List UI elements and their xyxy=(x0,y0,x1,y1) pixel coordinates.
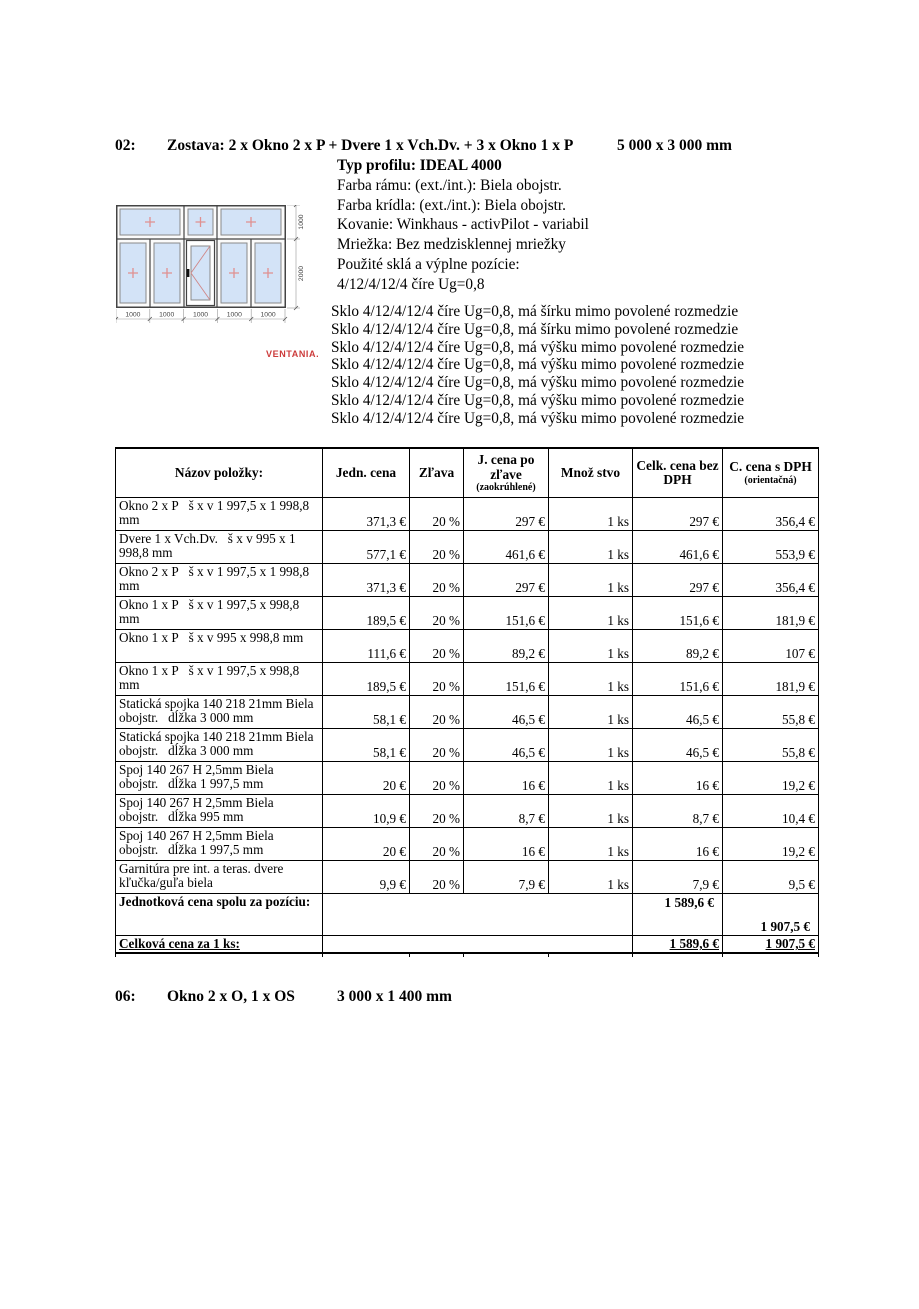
table-row xyxy=(116,696,819,729)
width-dim-label: 1000 xyxy=(159,311,175,319)
position-header xyxy=(115,137,855,157)
item-name: Okno 1 x P š x v 1 997,5 x 998,8 mm xyxy=(116,663,323,696)
item-name: Okno 2 x P š x v 1 997,5 x 1 998,8 mm xyxy=(116,498,323,531)
stub-cell xyxy=(116,953,323,957)
next-position-number: 06: xyxy=(115,988,136,1005)
item-total-gross: 55,8 € xyxy=(723,696,819,729)
position-number: 02: xyxy=(115,137,136,154)
item-total-gross: 10,4 € xyxy=(723,795,819,828)
glass-warning-line: Sklo 4/12/4/12/4 číre Ug=0,8, má výšku mimo povolené rozmedzie xyxy=(331,374,745,392)
next-position-dimensions: 3 000 x 1 400 mm xyxy=(337,988,452,1005)
item-total-net: 7,9 € xyxy=(633,861,723,894)
item-name: Garnitúra pre int. a teras. dvere kľučka/guľa biela xyxy=(116,861,323,894)
height-dimension-line xyxy=(287,205,305,310)
item-total-net: 461,6 € xyxy=(633,531,723,564)
item-unit-price: 58,1 € xyxy=(323,696,410,729)
item-discount: 20 % xyxy=(410,564,464,597)
width-dim-label: 1000 xyxy=(226,311,242,319)
col-header-qty: Množ stvo xyxy=(549,448,633,498)
item-total-gross: 553,9 € xyxy=(723,531,819,564)
item-price-after-discount: 7,9 € xyxy=(464,861,549,894)
item-unit-price: 20 € xyxy=(323,762,410,795)
total-price-gross: 1 907,5 € xyxy=(723,936,819,954)
item-unit-price: 189,5 € xyxy=(323,663,410,696)
glass-warnings xyxy=(331,303,744,428)
next-row-stub xyxy=(116,953,819,957)
item-quantity: 1 ks xyxy=(549,531,633,564)
table-row xyxy=(116,564,819,597)
empty-cell xyxy=(323,936,633,954)
table-row xyxy=(116,663,819,696)
item-total-gross: 19,2 € xyxy=(723,762,819,795)
table-row xyxy=(116,597,819,630)
item-unit-price: 371,3 € xyxy=(323,498,410,531)
table-row xyxy=(116,531,819,564)
item-name: Okno 1 x P š x v 995 x 998,8 mm xyxy=(116,630,323,663)
stub-cell xyxy=(549,953,633,957)
item-total-net: 297 € xyxy=(633,498,723,531)
item-total-net: 89,2 € xyxy=(633,630,723,663)
item-total-net: 16 € xyxy=(633,762,723,795)
item-name: Spoj 140 267 H 2,5mm Biela obojstr. dĺžka 995 mm xyxy=(116,795,323,828)
door-handle-icon xyxy=(187,269,190,277)
item-discount: 20 % xyxy=(410,696,464,729)
door-sash xyxy=(187,241,215,306)
next-position-header xyxy=(115,988,715,1008)
col-header-price-after xyxy=(464,448,549,498)
item-total-net: 46,5 € xyxy=(633,729,723,762)
item-discount: 20 % xyxy=(410,663,464,696)
height-dim-label: 2000 xyxy=(298,265,305,282)
item-discount: 20 % xyxy=(410,630,464,663)
window-drawing-svg xyxy=(116,205,316,337)
width-dim-label: 1000 xyxy=(125,311,141,319)
item-price-after-discount: 89,2 € xyxy=(464,630,549,663)
item-total-gross: 181,9 € xyxy=(723,663,819,696)
item-discount: 20 % xyxy=(410,531,464,564)
item-quantity: 1 ks xyxy=(549,696,633,729)
item-total-net: 46,5 € xyxy=(633,696,723,729)
detail-line: Farba krídla: (ext./int.): Biela obojstr. xyxy=(337,196,566,214)
item-quantity: 1 ks xyxy=(549,498,633,531)
col-header-total-gross xyxy=(723,448,819,498)
table-row xyxy=(116,795,819,828)
total-price-net: 1 589,6 € xyxy=(633,936,723,954)
stub-cell xyxy=(633,953,723,957)
col-header-unit-price: Jedn. cena xyxy=(323,448,410,498)
stub-cell xyxy=(464,953,549,957)
price-table-header-row xyxy=(116,448,819,498)
item-price-after-discount: 46,5 € xyxy=(464,729,549,762)
item-quantity: 1 ks xyxy=(549,597,633,630)
glass-warning-line: Sklo 4/12/4/12/4 číre Ug=0,8, má výšku mimo povolené rozmedzie xyxy=(331,409,745,427)
item-price-after-discount: 8,7 € xyxy=(464,795,549,828)
position-title: Zostava: 2 x Okno 2 x P + Dvere 1 x Vch.Dv. + 3 x Okno 1 x P xyxy=(167,137,574,154)
width-dim-label: 1000 xyxy=(192,311,209,319)
empty-cell xyxy=(323,894,633,936)
item-name: Statická spojka 140 218 21mm Biela obojstr. dĺžka 3 000 mm xyxy=(116,696,323,729)
detail-line: Použité sklá a výplne pozície: xyxy=(337,255,520,273)
col-header-discount: Zľava xyxy=(410,448,464,498)
col-header-total-gross-sub: (orientačná) xyxy=(744,474,797,486)
col-header-total-gross-label: C. cena s DPH xyxy=(729,459,812,475)
detail-line: Kovanie: Winkhaus - activPilot - variabil xyxy=(337,216,589,234)
item-quantity: 1 ks xyxy=(549,564,633,597)
col-header-price-after-label: J. cena po zľave xyxy=(477,452,535,482)
item-total-net: 297 € xyxy=(633,564,723,597)
total-price-label: Celková cena za 1 ks: xyxy=(116,936,323,954)
item-total-net: 151,6 € xyxy=(633,663,723,696)
item-price-after-discount: 297 € xyxy=(464,564,549,597)
item-name: Statická spojka 140 218 21mm Biela obojstr. dĺžka 3 000 mm xyxy=(116,729,323,762)
detail-line: Mriežka: Bez medzisklennej mriežky xyxy=(337,236,566,254)
item-unit-price: 577,1 € xyxy=(323,531,410,564)
item-name: Spoj 140 267 H 2,5mm Biela obojstr. dĺžka 1 997,5 mm xyxy=(116,828,323,861)
item-name: Dvere 1 x Vch.Dv. š x v 995 x 1 998,8 mm xyxy=(116,531,323,564)
table-row xyxy=(116,828,819,861)
item-total-net: 16 € xyxy=(633,828,723,861)
item-discount: 20 % xyxy=(410,795,464,828)
glass-warning-line: Sklo 4/12/4/12/4 číre Ug=0,8, má výšku mimo povolené rozmedzie xyxy=(331,356,745,374)
item-discount: 20 % xyxy=(410,762,464,795)
item-price-after-discount: 151,6 € xyxy=(464,597,549,630)
width-dim-label: 1000 xyxy=(260,311,276,319)
item-name: Okno 1 x P š x v 1 997,5 x 998,8 mm xyxy=(116,597,323,630)
item-unit-price: 371,3 € xyxy=(323,564,410,597)
window-drawing xyxy=(116,205,316,342)
table-row xyxy=(116,762,819,795)
item-price-after-discount: 16 € xyxy=(464,828,549,861)
item-total-gross: 107 € xyxy=(723,630,819,663)
width-dimension-line xyxy=(116,309,287,323)
item-unit-price: 189,5 € xyxy=(323,597,410,630)
item-total-gross: 19,2 € xyxy=(723,828,819,861)
item-price-after-discount: 151,6 € xyxy=(464,663,549,696)
profile-type: Typ profilu: IDEAL 4000 xyxy=(337,157,502,174)
col-header-total-net: Celk. cena bez DPH xyxy=(633,448,723,498)
detail-lines xyxy=(337,176,589,295)
item-price-after-discount: 461,6 € xyxy=(464,531,549,564)
stub-cell xyxy=(723,953,819,957)
item-quantity: 1 ks xyxy=(549,762,633,795)
item-discount: 20 % xyxy=(410,729,464,762)
item-total-net: 8,7 € xyxy=(633,795,723,828)
table-row xyxy=(116,498,819,531)
item-total-gross: 356,4 € xyxy=(723,564,819,597)
item-discount: 20 % xyxy=(410,498,464,531)
item-price-after-discount: 16 € xyxy=(464,762,549,795)
glass-warning-line: Sklo 4/12/4/12/4 číre Ug=0,8, má šírku mimo povolené rozmedzie xyxy=(331,320,739,338)
item-unit-price: 20 € xyxy=(323,828,410,861)
price-table xyxy=(115,447,819,957)
item-unit-price: 111,6 € xyxy=(323,630,410,663)
stub-cell xyxy=(410,953,464,957)
product-details xyxy=(337,156,589,295)
position-dimensions: 5 000 x 3 000 mm xyxy=(617,137,732,154)
item-total-gross: 181,9 € xyxy=(723,597,819,630)
detail-line: Farba rámu: (ext./int.): Biela obojstr. xyxy=(337,176,562,194)
stub-cell xyxy=(323,953,410,957)
glass-warning-line: Sklo 4/12/4/12/4 číre Ug=0,8, má výšku mimo povolené rozmedzie xyxy=(331,391,745,409)
item-price-after-discount: 297 € xyxy=(464,498,549,531)
item-unit-price: 58,1 € xyxy=(323,729,410,762)
brand-label: VENTANIA. xyxy=(266,349,320,359)
total-price-row xyxy=(116,936,819,954)
item-quantity: 1 ks xyxy=(549,630,633,663)
item-quantity: 1 ks xyxy=(549,828,633,861)
item-name: Okno 2 x P š x v 1 997,5 x 1 998,8 mm xyxy=(116,564,323,597)
item-total-gross: 55,8 € xyxy=(723,729,819,762)
glass-warning-line: Sklo 4/12/4/12/4 číre Ug=0,8, má výšku mimo povolené rozmedzie xyxy=(331,338,745,356)
item-total-net: 151,6 € xyxy=(633,597,723,630)
height-dim-label: 1000 xyxy=(298,214,305,230)
next-position-title: Okno 2 x O, 1 x OS xyxy=(167,988,295,1005)
detail-line: 4/12/4/12/4 číre Ug=0,8 xyxy=(337,275,485,293)
glass-warning-line: Sklo 4/12/4/12/4 číre Ug=0,8, má šírku mimo povolené rozmedzie xyxy=(331,303,739,320)
item-discount: 20 % xyxy=(410,828,464,861)
table-row xyxy=(116,729,819,762)
item-unit-price: 9,9 € xyxy=(323,861,410,894)
item-discount: 20 % xyxy=(410,861,464,894)
item-quantity: 1 ks xyxy=(549,729,633,762)
item-quantity: 1 ks xyxy=(549,663,633,696)
unit-price-summary-label: Jednotková cena spolu za pozíciu: xyxy=(116,894,323,936)
item-total-gross: 9,5 € xyxy=(723,861,819,894)
item-price-after-discount: 46,5 € xyxy=(464,696,549,729)
item-name: Spoj 140 267 H 2,5mm Biela obojstr. dĺžka 1 997,5 mm xyxy=(116,762,323,795)
table-row xyxy=(116,630,819,663)
unit-price-summary-net: 1 589,6 € xyxy=(633,894,723,936)
item-unit-price: 10,9 € xyxy=(323,795,410,828)
item-quantity: 1 ks xyxy=(549,795,633,828)
table-row xyxy=(116,861,819,894)
col-header-price-after-sub: (zaokrúhlené) xyxy=(476,481,536,493)
unit-price-summary-row xyxy=(116,894,819,936)
item-quantity: 1 ks xyxy=(549,861,633,894)
unit-price-summary-gross: 1 907,5 € xyxy=(723,894,819,936)
item-total-gross: 356,4 € xyxy=(723,498,819,531)
item-discount: 20 % xyxy=(410,597,464,630)
col-header-name: Názov položky: xyxy=(116,448,323,498)
